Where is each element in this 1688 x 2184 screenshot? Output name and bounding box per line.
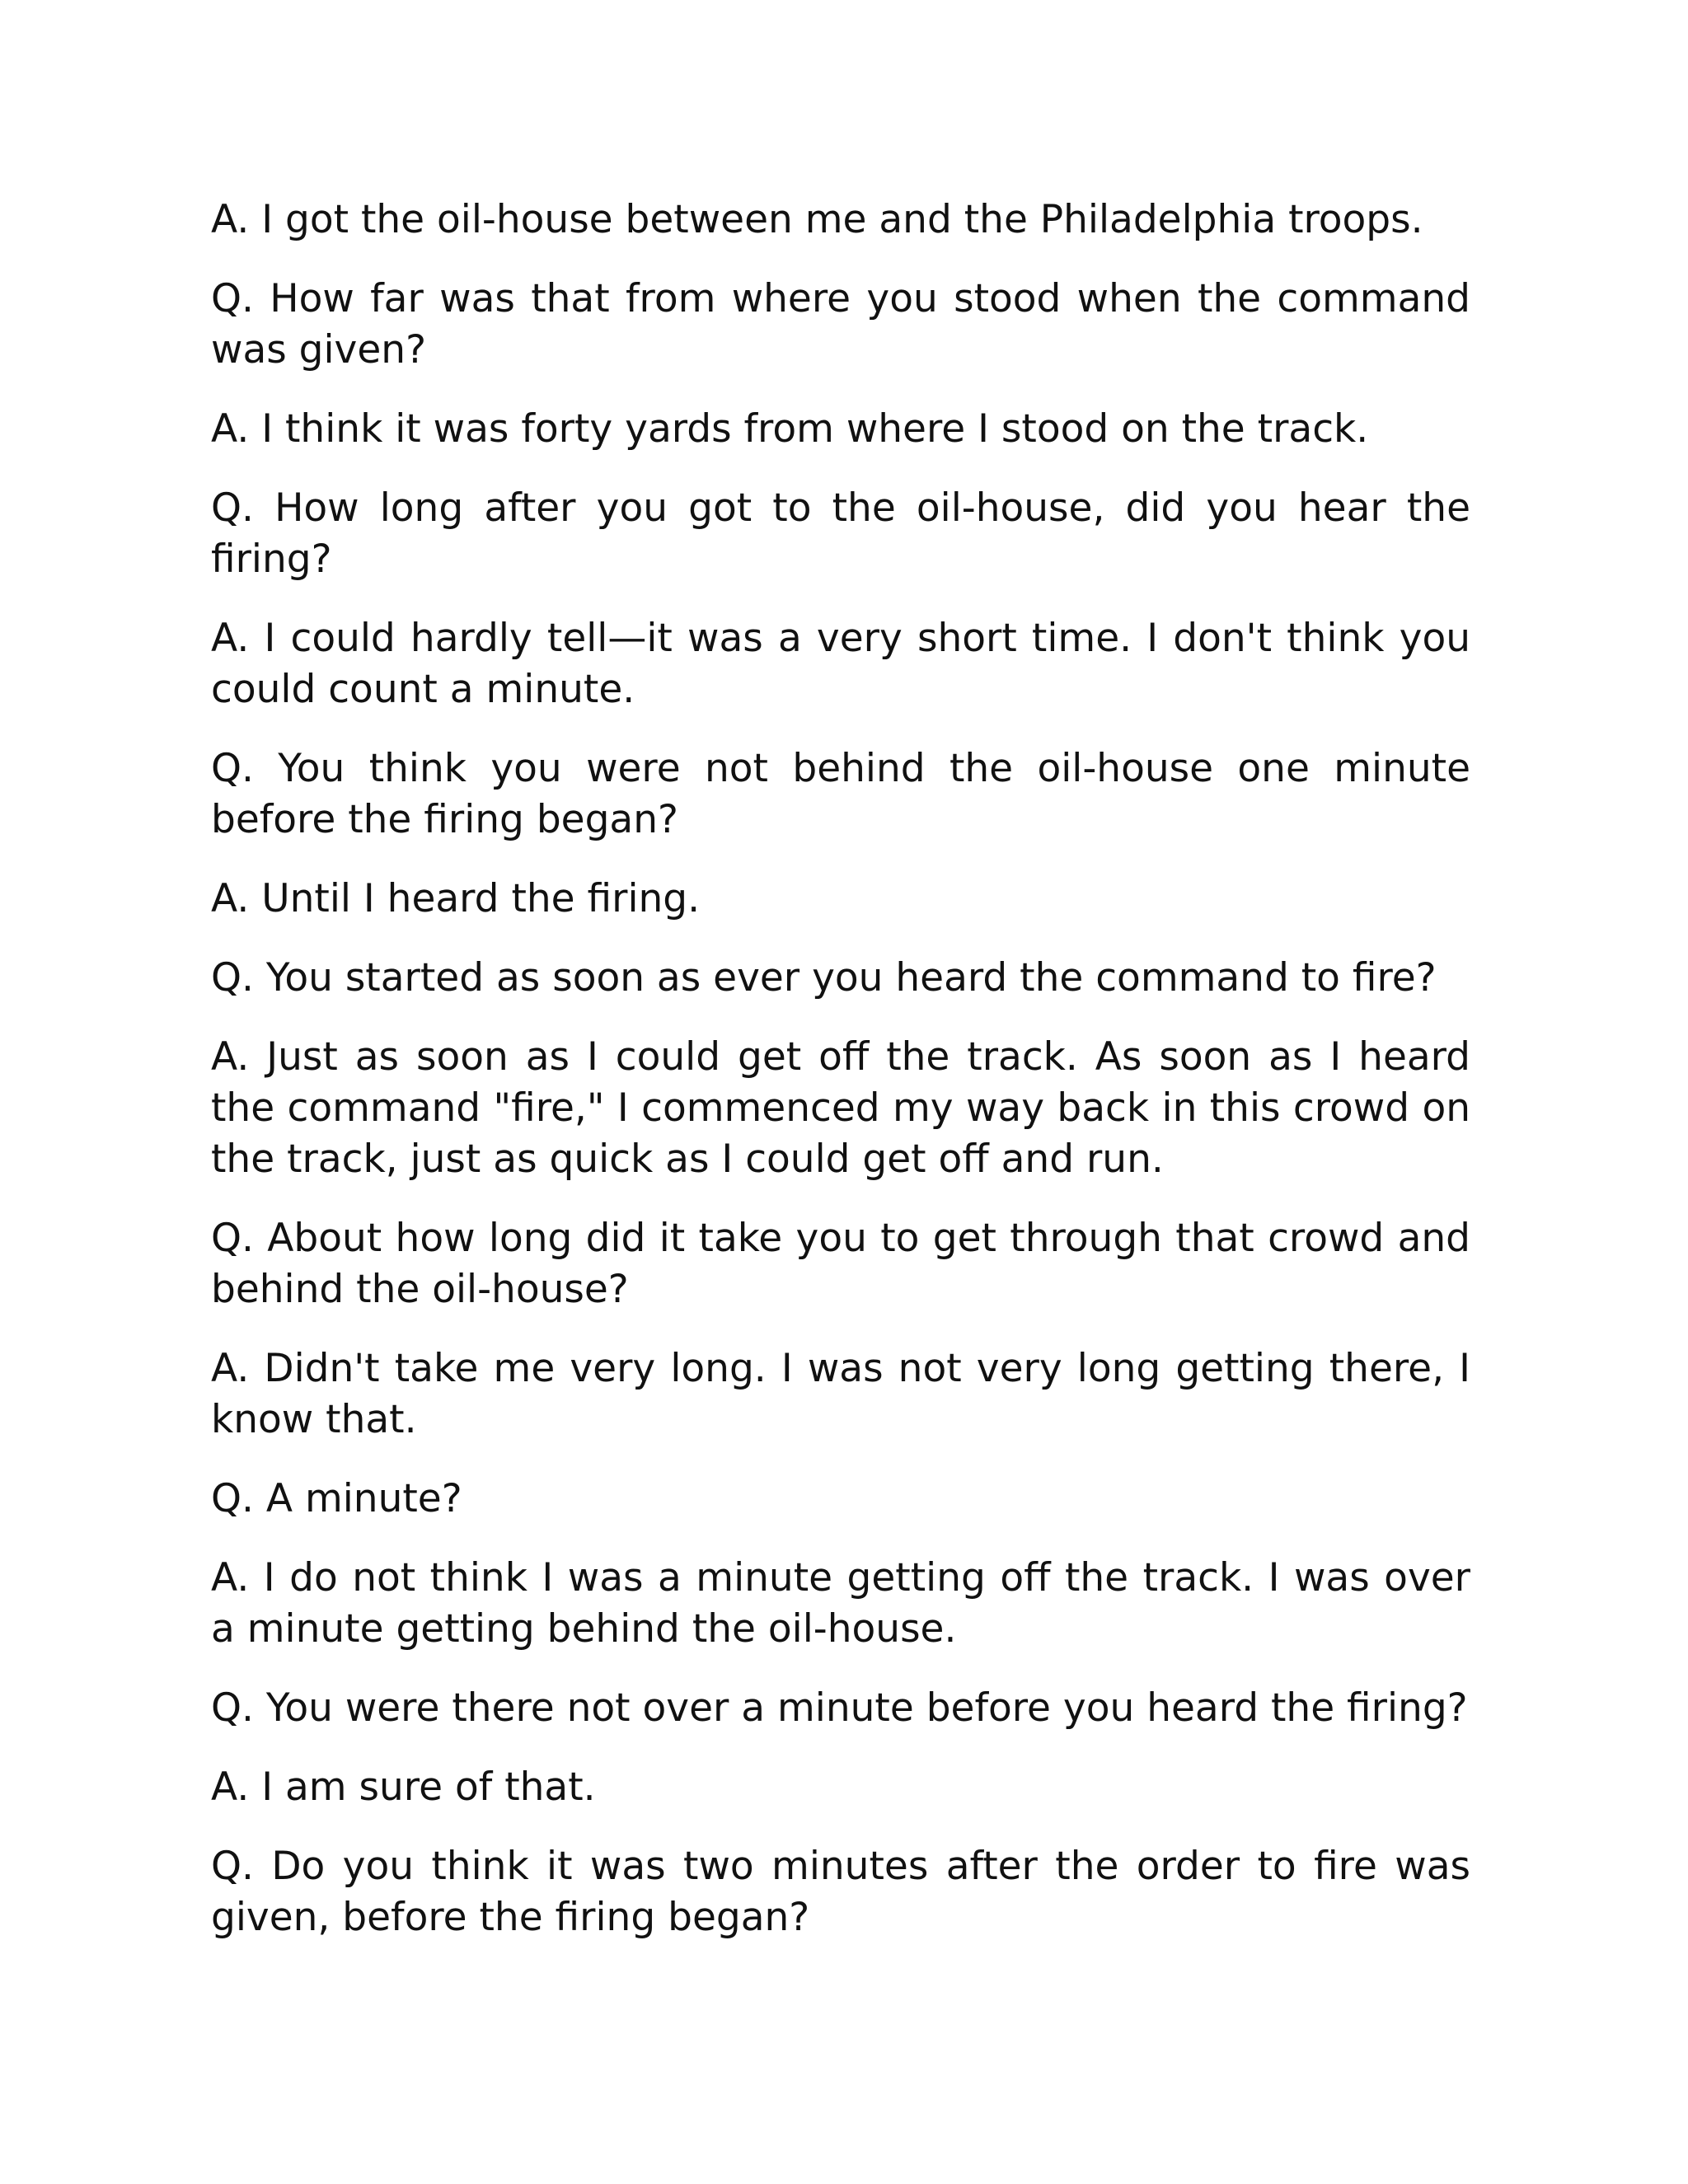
paragraph-question: Q. A minute? <box>211 1476 462 1521</box>
paragraph-answer: A. I think it was forty yards from where I stood on the track. <box>211 406 1369 452</box>
paragraph-question: Q. You started as soon as ever you heard the command to fire? <box>211 955 1437 1001</box>
paragraph-answer: A. Didn't take me very long. I was not very long getting there, I know that. <box>211 1346 1470 1442</box>
paragraph-question: Q. You think you were not behind the oil-house one minute before the firing began? <box>211 746 1470 842</box>
paragraph-question: Q. You were there not over a minute before you heard the firing? <box>211 1685 1468 1731</box>
paragraph-question: Q. Do you think it was two minutes after the order to fire was given, before the firing began? <box>211 1844 1470 1940</box>
paragraph-answer: A. I am sure of that. <box>211 1765 596 1810</box>
testimony-text <box>211 194 1470 1971</box>
paragraph-question: Q. About how long did it take you to get through that crowd and behind the oil-house? <box>211 1216 1470 1312</box>
paragraph-answer: A. Until I heard the firing. <box>211 876 701 921</box>
paragraph-answer: A. Just as soon as I could get off the track. As soon as I heard the command "fire," I commenced my way back in this crowd on the track, just as quick as I could get off and run. <box>211 1034 1470 1182</box>
paragraph-question: Q. How long after you got to the oil-house, did you hear the firing? <box>211 485 1470 582</box>
paragraph-answer: A. I got the oil-house between me and the Philadelphia troops. <box>211 197 1423 242</box>
paragraph-answer: A. I could hardly tell—it was a very short time. I don't think you could count a minute. <box>211 616 1470 712</box>
paragraph-answer: A. I do not think I was a minute getting off the track. I was over a minute getting behind the oil-house. <box>211 1555 1470 1652</box>
paragraph-question: Q. How far was that from where you stood when the command was given? <box>211 276 1470 373</box>
